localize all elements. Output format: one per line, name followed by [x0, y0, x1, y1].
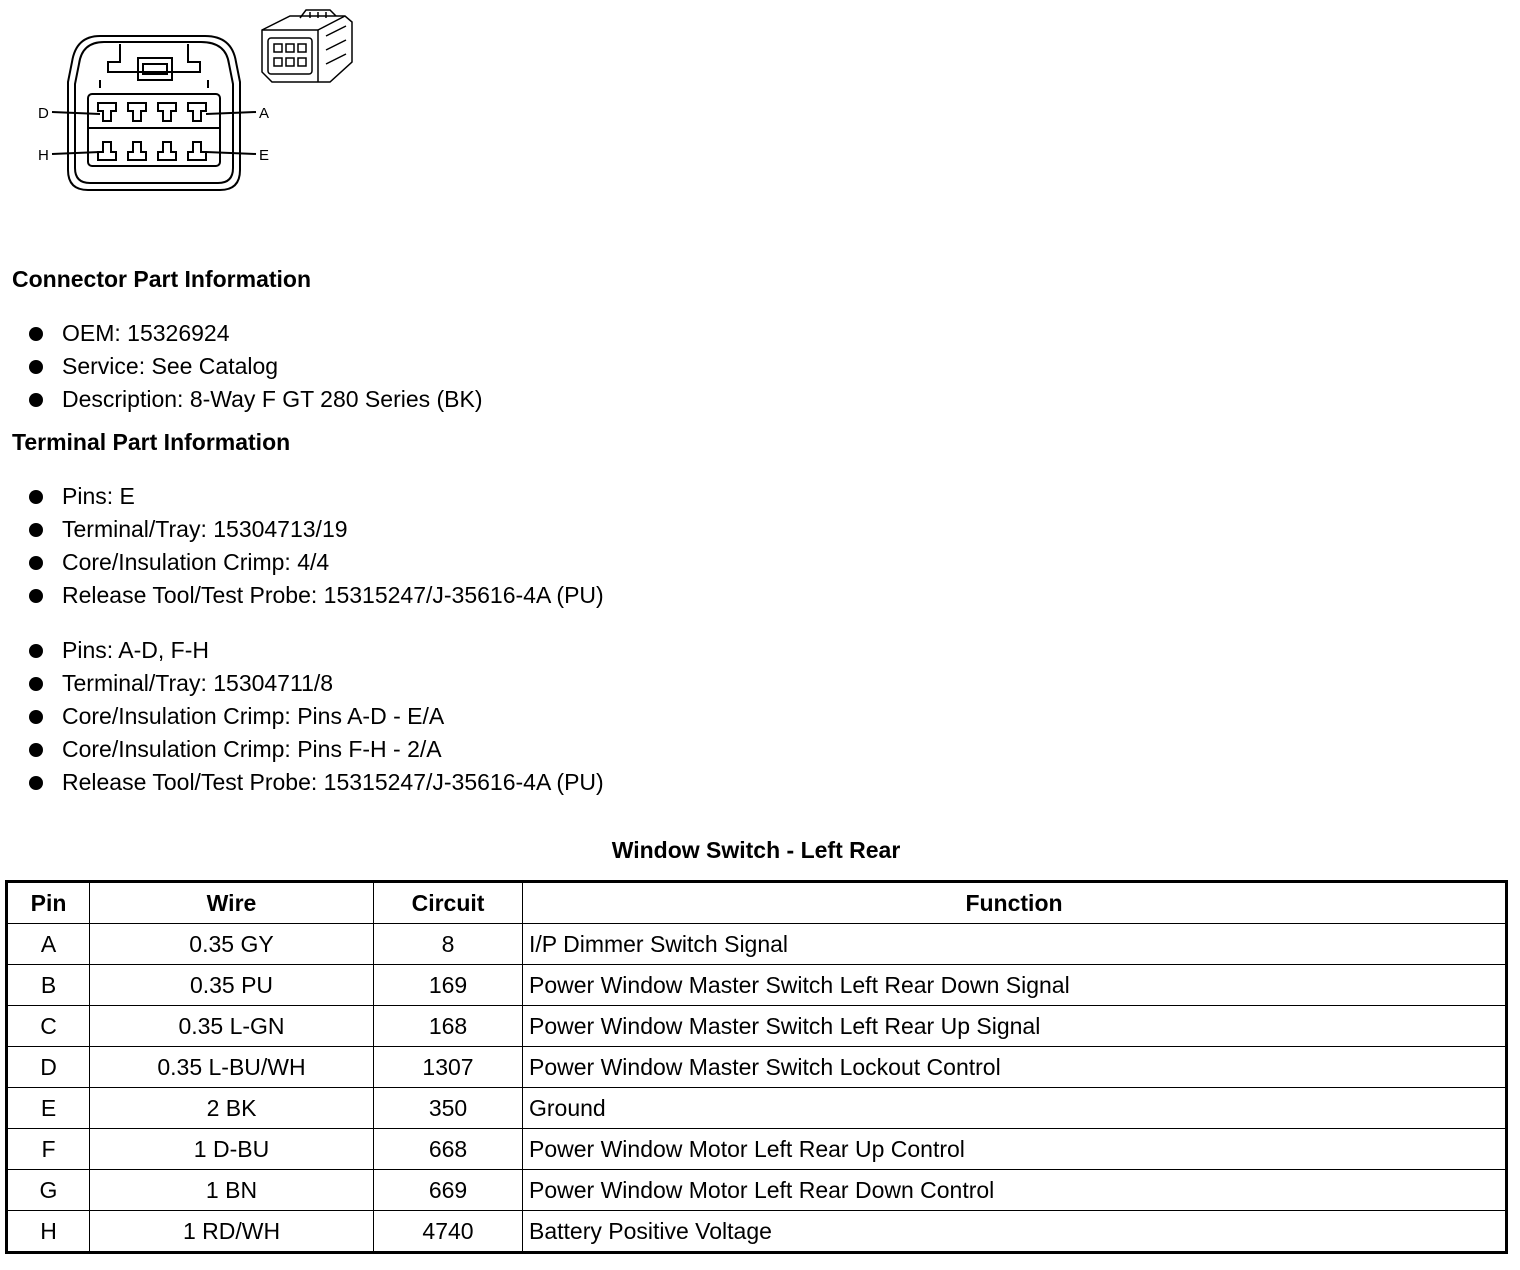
connector-part-info-list [0, 317, 483, 416]
column-header-function: Function [523, 882, 1507, 924]
function-cell: Power Window Master Switch Lockout Control [523, 1047, 1507, 1088]
pin-table-title: Window Switch - Left Rear [611, 837, 901, 863]
pin-label-e: E [259, 147, 270, 164]
circuit-cell: 169 [374, 965, 523, 1006]
circuit-cell: 1307 [374, 1047, 523, 1088]
bullet-icon [29, 523, 43, 537]
wire-cell: 1 BN [90, 1170, 374, 1211]
circuit-cell: 668 [374, 1129, 523, 1170]
function-cell: Ground [523, 1088, 1507, 1129]
table-row [7, 1006, 1507, 1047]
bullet-icon [29, 589, 43, 603]
wire-cell: 2 BK [90, 1088, 374, 1129]
table-row [7, 1088, 1507, 1129]
wire-cell: 1 RD/WH [90, 1211, 374, 1253]
list-item: Core/Insulation Crimp: Pins A-D - E/A [0, 700, 604, 733]
bullet-icon [29, 327, 43, 341]
wire-cell: 0.35 PU [90, 965, 374, 1006]
bullet-icon [29, 360, 43, 374]
terminal-part-info-group-2 [0, 634, 604, 799]
list-item: Pins: E [0, 480, 604, 513]
pin-table-header-row [7, 882, 1507, 924]
list-item: Terminal/Tray: 15304711/8 [0, 667, 604, 700]
pin-cell: F [7, 1129, 90, 1170]
function-cell: Power Window Master Switch Left Rear Up Signal [523, 1006, 1507, 1047]
connector-diagram [0, 0, 380, 210]
pin-label-d: D [38, 105, 49, 122]
bullet-icon [29, 710, 43, 724]
table-row [7, 924, 1507, 965]
list-item: Pins: A-D, F-H [0, 634, 604, 667]
bullet-icon [29, 644, 43, 658]
pin-cell: E [7, 1088, 90, 1129]
bullet-icon [29, 743, 43, 757]
list-item: Release Tool/Test Probe: 15315247/J-35616-4A (PU) [0, 579, 604, 612]
pin-cell: D [7, 1047, 90, 1088]
table-row [7, 1129, 1507, 1170]
bullet-icon [29, 490, 43, 504]
list-item: Terminal/Tray: 15304713/19 [0, 513, 604, 546]
column-header-circuit: Circuit [374, 882, 523, 924]
terminal-part-info-group-1 [0, 480, 604, 612]
circuit-cell: 669 [374, 1170, 523, 1211]
wire-cell: 1 D-BU [90, 1129, 374, 1170]
table-row [7, 1170, 1507, 1211]
bullet-icon [29, 556, 43, 570]
list-item: OEM: 15326924 [0, 317, 483, 350]
column-header-wire: Wire [90, 882, 374, 924]
function-cell: Power Window Master Switch Left Rear Down Signal [523, 965, 1507, 1006]
list-item: Service: See Catalog [0, 350, 483, 383]
function-cell: Power Window Motor Left Rear Down Control [523, 1170, 1507, 1211]
pin-cell: A [7, 924, 90, 965]
function-cell: I/P Dimmer Switch Signal [523, 924, 1507, 965]
circuit-cell: 168 [374, 1006, 523, 1047]
connector-part-info-heading: Connector Part Information [12, 266, 312, 292]
table-row [7, 1211, 1507, 1253]
pin-cell: C [7, 1006, 90, 1047]
list-item: Release Tool/Test Probe: 15315247/J-35616-4A (PU) [0, 766, 604, 799]
function-cell: Battery Positive Voltage [523, 1211, 1507, 1253]
list-item: Description: 8-Way F GT 280 Series (BK) [0, 383, 483, 416]
pin-cell: H [7, 1211, 90, 1253]
column-header-pin: Pin [7, 882, 90, 924]
pin-table [5, 880, 1508, 1254]
connector-thumbnail [262, 10, 352, 82]
wire-cell: 0.35 GY [90, 924, 374, 965]
wire-cell: 0.35 L-BU/WH [90, 1047, 374, 1088]
bullet-icon [29, 776, 43, 790]
table-row [7, 1047, 1507, 1088]
pin-cell: G [7, 1170, 90, 1211]
connector-face-drawing [0, 0, 380, 210]
circuit-cell: 8 [374, 924, 523, 965]
pin-label-a: A [259, 105, 270, 122]
list-item: Core/Insulation Crimp: 4/4 [0, 546, 604, 579]
list-item: Core/Insulation Crimp: Pins F-H - 2/A [0, 733, 604, 766]
circuit-cell: 350 [374, 1088, 523, 1129]
pin-cell: B [7, 965, 90, 1006]
function-cell: Power Window Motor Left Rear Up Control [523, 1129, 1507, 1170]
terminal-part-info-heading: Terminal Part Information [12, 429, 291, 455]
circuit-cell: 4740 [374, 1211, 523, 1253]
table-row [7, 965, 1507, 1006]
bullet-icon [29, 393, 43, 407]
wire-cell: 0.35 L-GN [90, 1006, 374, 1047]
pin-label-h: H [38, 147, 49, 164]
bullet-icon [29, 677, 43, 691]
